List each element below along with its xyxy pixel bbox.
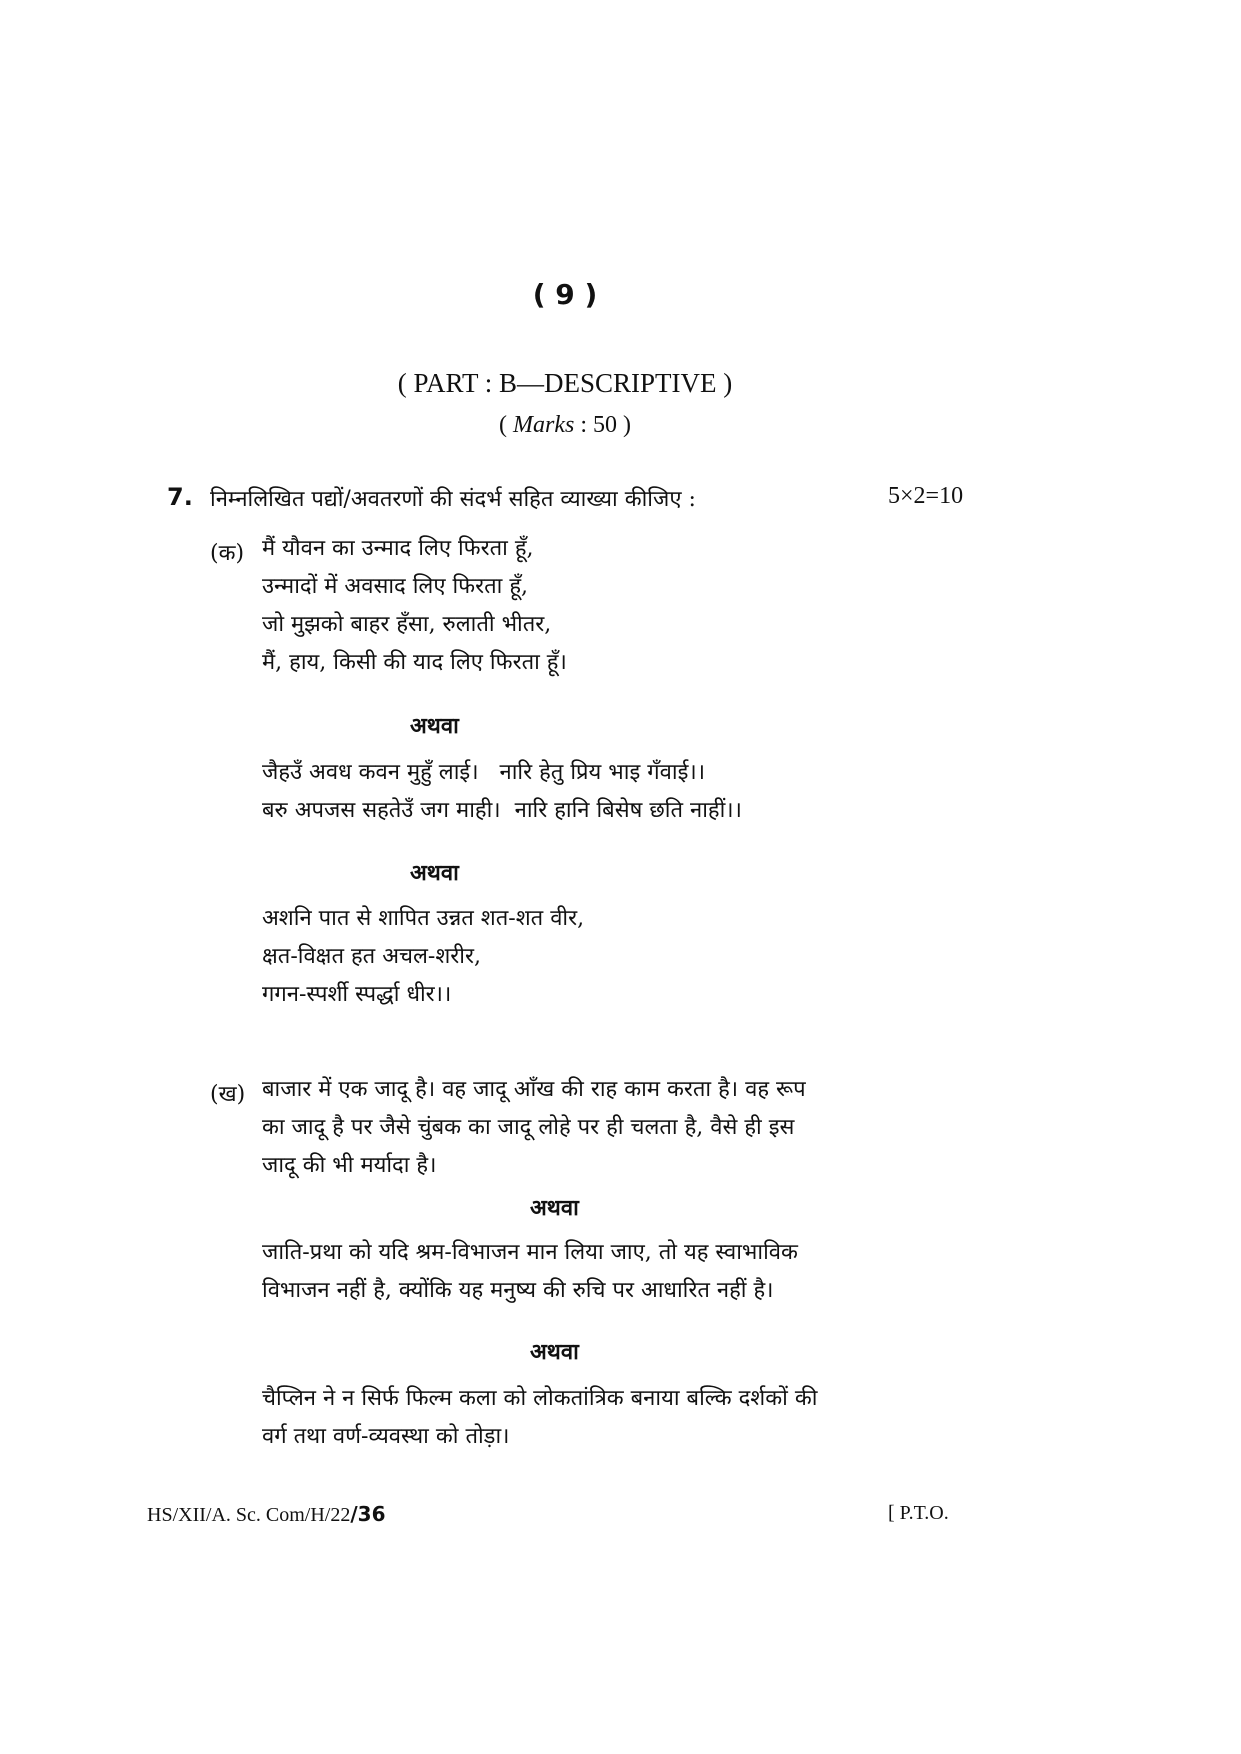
poem2-line: जैहउँ अवध कवन मुहुँ लाई। नारि हेतु प्रिय भाइ गँवाई।। bbox=[262, 760, 706, 785]
para1-line: का जादू है पर जैसे चुंबक का जादू लोहे पर ही चलता है, वैसे ही इस bbox=[262, 1115, 795, 1140]
poem3-line: अशनि पात से शापित उन्नत शत-शत वीर, bbox=[262, 906, 585, 931]
para3-line: वर्ग तथा वर्ण-व्यवस्था को तोड़ा। bbox=[262, 1424, 510, 1449]
part-ka-label: (क) bbox=[210, 541, 245, 566]
or-heading: अथवा bbox=[410, 860, 459, 886]
poem1-line: मैं यौवन का उन्माद लिए फिरता हूँ, bbox=[262, 536, 534, 561]
or-heading: अथवा bbox=[410, 713, 459, 739]
pto-label: [ P.T.O. bbox=[888, 1502, 949, 1524]
para3-line: चैप्लिन ने न सिर्फ फिल्म कला को लोकतांत्रिक बनाया बल्कि दर्शकों की bbox=[262, 1386, 818, 1411]
question-marks: 5×2=10 bbox=[888, 483, 964, 509]
poem2-line: बरु अपजस सहतेउँ जग माही। नारि हानि बिसेष छति नाहीं।। bbox=[262, 798, 742, 823]
part-marks: ( Marks : 50 ) bbox=[499, 412, 631, 438]
para2-line: विभाजन नहीं है, क्योंकि यह मनुष्य की रुचि पर आधारित नहीं है। bbox=[262, 1278, 774, 1303]
part-title: ( PART : B—DESCRIPTIVE ) bbox=[397, 368, 733, 398]
poem3-line: गगन-स्पर्शी स्पर्द्धा धीर।। bbox=[262, 982, 452, 1007]
para2-line: जाति-प्रथा को यदि श्रम-विभाजन मान लिया जाए, तो यह स्वाभाविक bbox=[262, 1240, 798, 1265]
part-kha-label: (ख) bbox=[210, 1082, 246, 1107]
para1-line: जादू की भी मर्यादा है। bbox=[262, 1153, 437, 1178]
or-heading: अथवा bbox=[530, 1339, 579, 1365]
poem3-line: क्षत-विक्षत हत अचल-शरीर, bbox=[262, 944, 481, 969]
question-number: 7. bbox=[167, 483, 193, 511]
poem1-line: मैं, हाय, किसी की याद लिए फिरता हूँ। bbox=[262, 650, 567, 675]
para1-line: बाजार में एक जादू है। वह जादू आँख की राह काम करता है। वह रूप bbox=[262, 1077, 806, 1102]
marks-label: Marks bbox=[513, 412, 575, 438]
poem1-line: उन्मादों में अवसाद लिए फिरता हूँ, bbox=[262, 574, 529, 599]
marks-value: 50 bbox=[593, 412, 617, 438]
page-number: ( 9 ) bbox=[532, 278, 598, 311]
question-text: निम्नलिखित पद्यों/अवतरणों की संदर्भ सहित व्याख्या कीजिए : bbox=[210, 487, 696, 512]
poem1-line: जो मुझको बाहर हँसा, रुलाती भीतर, bbox=[262, 612, 552, 637]
paper-code: HS/XII/A. Sc. Com/H/22/36 bbox=[147, 1502, 386, 1526]
paper-code-bold: /36 bbox=[350, 1502, 386, 1526]
or-heading: अथवा bbox=[530, 1195, 579, 1221]
